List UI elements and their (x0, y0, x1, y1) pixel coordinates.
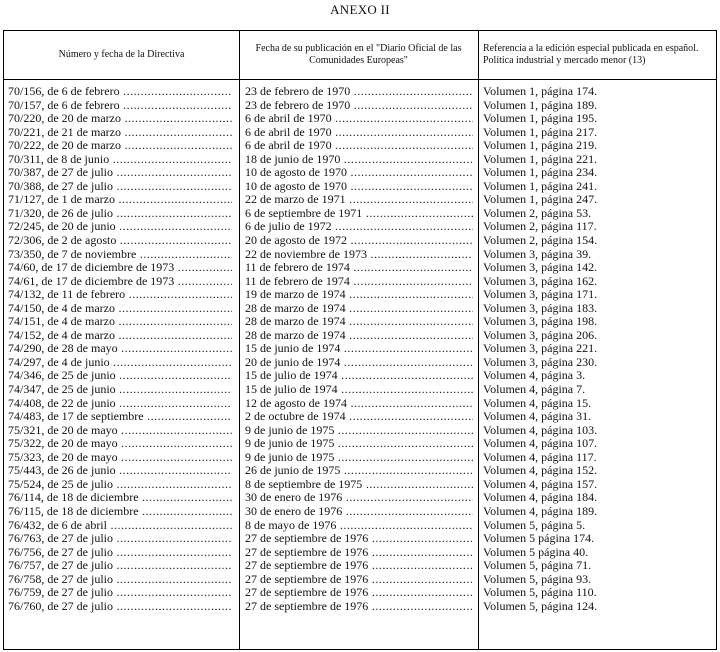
cell-fecha: 27 de septiembre de 1976 ..... (245, 586, 473, 600)
cell-fecha: 6 de julio de 1972 ..... (245, 220, 473, 234)
table-row (4, 600, 716, 614)
cell-directiva: 75/443, de 26 de junio ..... (8, 464, 232, 478)
cell-fecha: 26 de junio de 1975 ..... (245, 464, 473, 478)
table-row (4, 302, 716, 316)
cell-directiva: 70/387, de 27 de julio ..... (8, 166, 232, 180)
cell-referencia: Volumen 3, página 221. (483, 342, 598, 356)
cell-fecha: 9 de junio de 1975 ..... (245, 451, 473, 465)
cell-fecha: 11 de febrero de 1974 ..... (245, 261, 473, 275)
table-row (4, 505, 716, 519)
cell-directiva: 72/306, de 2 de agosto ..... (8, 234, 232, 248)
cell-directiva: 70/220, de 20 de marzo ..... (8, 112, 232, 126)
cell-referencia: Volumen 3, página 39. (483, 247, 592, 261)
cell-directiva: 75/323, de 20 de mayo ..... (8, 451, 232, 465)
cell-directiva: 70/388, de 27 de julio ..... (8, 180, 232, 194)
cell-directiva: 75/524, de 25 de julio ..... (8, 478, 232, 492)
cell-referencia: Volumen 4, página 103. (483, 423, 598, 437)
cell-referencia: Volumen 3, página 198. (483, 315, 598, 329)
table-row (4, 546, 716, 560)
table-row (4, 424, 716, 438)
cell-fecha: 28 de marzo de 1974 ..... (245, 315, 473, 329)
cell-referencia: Volumen 3, página 230. (483, 355, 598, 369)
cell-referencia: Volumen 5, página 5. (483, 518, 586, 532)
cell-referencia: Volumen 1, página 217. (483, 125, 598, 139)
cell-directiva: 70/221, de 21 de marzo ..... (8, 126, 232, 140)
table-row (4, 410, 716, 424)
cell-fecha: 27 de septiembre de 1976 ..... (245, 600, 473, 614)
table-row (4, 329, 716, 343)
cell-fecha: 6 de abril de 1970 ..... (245, 139, 473, 153)
table-row (4, 85, 716, 99)
table-row (4, 559, 716, 573)
cell-referencia: Volumen 4, página 7. (483, 383, 586, 397)
header-referencia (478, 31, 718, 79)
cell-directiva: 74/297, de 4 de junio ..... (8, 356, 232, 370)
cell-fecha: 28 de marzo de 1974 ..... (245, 329, 473, 343)
cell-directiva: 70/311, de 8 de junio ..... (8, 153, 232, 167)
cell-referencia: Volumen 4, página 3. (483, 369, 586, 383)
table-row (4, 207, 716, 221)
cell-fecha: 28 de marzo de 1974 ..... (245, 302, 473, 316)
cell-fecha: 9 de junio de 1975 ..... (245, 437, 473, 451)
cell-fecha: 20 de agosto de 1972 ..... (245, 234, 473, 248)
table-row (4, 397, 716, 411)
cell-fecha: 30 de enero de 1976 ..... (245, 491, 473, 505)
table-row (4, 99, 716, 113)
cell-fecha: 27 de septiembre de 1976 ..... (245, 559, 473, 573)
cell-fecha: 20 de junio de 1974 ..... (245, 356, 473, 370)
table-row (4, 153, 716, 167)
table-row (4, 478, 716, 492)
table-row (4, 586, 716, 600)
table-row (4, 248, 716, 262)
table-row (4, 342, 716, 356)
cell-referencia: Volumen 1, página 174. (483, 85, 598, 98)
table-row (4, 180, 716, 194)
cell-referencia: Volumen 4, página 184. (483, 491, 598, 505)
cell-fecha: 15 de julio de 1974 ..... (245, 369, 473, 383)
cell-referencia: Volumen 1, página 195. (483, 112, 598, 126)
cell-referencia: Volumen 5, página 71. (483, 559, 592, 573)
cell-referencia: Volumen 5, página 93. (483, 572, 592, 586)
table-body (4, 85, 716, 613)
cell-referencia: Volumen 1, página 219. (483, 139, 598, 153)
header-fecha (239, 31, 478, 79)
cell-directiva: 74/290, de 28 de mayo ..... (8, 342, 232, 356)
table-row (4, 356, 716, 370)
cell-referencia: Volumen 1, página 241. (483, 179, 598, 193)
table-row (4, 234, 716, 248)
cell-directiva: 74/150, de 4 de marzo ..... (8, 302, 232, 316)
cell-referencia: Volumen 1, página 247. (483, 193, 598, 207)
table-row (4, 315, 716, 329)
table-row (4, 369, 716, 383)
cell-referencia: Volumen 2, página 117. (483, 220, 597, 234)
header-referencia-label: Referencia a la edición especial publicada en español. Política industrial y mercado menor (13) (483, 43, 699, 66)
cell-directiva: 76/757, de 27 de julio ..... (8, 559, 232, 573)
cell-directiva: 76/759, de 27 de julio ..... (8, 586, 232, 600)
table-row (4, 220, 716, 234)
cell-directiva: 74/61, de 17 de diciembre de 1973 ..... (8, 275, 232, 289)
cell-referencia: Volumen 3, página 142. (483, 261, 598, 275)
cell-fecha: 30 de enero de 1976 ..... (245, 505, 473, 519)
cell-referencia: Volumen 5, página 124. (483, 599, 598, 613)
cell-fecha: 15 de junio de 1974 ..... (245, 342, 473, 356)
cell-directiva: 74/408, de 22 de junio ..... (8, 397, 232, 411)
cell-directiva: 76/432, de 6 de abril ..... (8, 519, 232, 533)
table-row (4, 112, 716, 126)
table-row (4, 383, 716, 397)
cell-fecha: 27 de septiembre de 1976 ..... (245, 532, 473, 546)
cell-directiva: 70/222, de 20 de marzo ..... (8, 139, 232, 153)
cell-fecha: 10 de agosto de 1970 ..... (245, 180, 473, 194)
page-title: ANEXO II (330, 2, 390, 17)
cell-directiva: 76/763, de 27 de julio ..... (8, 532, 232, 546)
cell-fecha: 6 de septiembre de 1971 ..... (245, 207, 473, 221)
cell-directiva: 70/156, de 6 de febrero ..... (8, 85, 232, 99)
cell-referencia: Volumen 4, página 152. (483, 464, 598, 478)
cell-referencia: Volumen 3, página 206. (483, 328, 598, 342)
cell-referencia: Volumen 2, página 154. (483, 234, 598, 248)
cell-fecha: 8 de septiembre de 1975 ..... (245, 478, 473, 492)
table-row (4, 532, 716, 546)
cell-fecha: 22 de noviembre de 1973 ..... (245, 248, 473, 262)
cell-directiva: 74/132, de 11 de febrero ..... (8, 288, 232, 302)
cell-directiva: 71/320, de 26 de julio ..... (8, 207, 232, 221)
cell-directiva: 76/760, de 27 de julio ..... (8, 600, 232, 614)
table-row (4, 275, 716, 289)
cell-fecha: 12 de agosto de 1974 ..... (245, 397, 473, 411)
cell-referencia: Volumen 4, página 107. (483, 437, 598, 451)
table-row (4, 464, 716, 478)
header-divider (4, 79, 716, 80)
table-row (4, 193, 716, 207)
table-row (4, 139, 716, 153)
table-row (4, 451, 716, 465)
cell-fecha: 15 de julio de 1974 ..... (245, 383, 473, 397)
header-fecha-label: Fecha de su publicación en el "Diario Oficial de las Comunidades Europeas" (255, 43, 462, 66)
cell-directiva: 74/347, de 25 de junio ..... (8, 383, 232, 397)
cell-directiva: 74/152, de 4 de marzo ..... (8, 329, 232, 343)
cell-directiva: 75/322, de 20 de mayo ..... (8, 437, 232, 451)
cell-fecha: 2 de octubre de 1974 ..... (245, 410, 473, 424)
cell-referencia: Volumen 3, página 183. (483, 301, 598, 315)
cell-directiva: 70/157, de 6 de febrero ..... (8, 99, 232, 113)
cell-fecha: 6 de abril de 1970 ..... (245, 112, 473, 126)
cell-fecha: 9 de junio de 1975 ..... (245, 424, 473, 438)
cell-fecha: 19 de marzo de 1974 ..... (245, 288, 473, 302)
cell-referencia: Volumen 4, página 117. (483, 450, 597, 464)
cell-fecha: 18 de junio de 1970 ..... (245, 153, 473, 167)
cell-fecha: 27 de septiembre de 1976 ..... (245, 573, 473, 587)
cell-directiva: 73/350, de 7 de noviembre ..... (8, 248, 232, 262)
cell-referencia: Volumen 5 página 40. (483, 545, 589, 559)
cell-directiva: 76/756, de 27 de julio ..... (8, 546, 232, 560)
cell-referencia: Volumen 1, página 234. (483, 166, 598, 180)
cell-fecha: 23 de febrero de 1970 ..... (245, 85, 473, 99)
cell-directiva: 76/758, de 27 de julio ..... (8, 573, 232, 587)
cell-fecha: 23 de febrero de 1970 ..... (245, 99, 473, 113)
cell-referencia: Volumen 4, página 189. (483, 504, 598, 518)
cell-fecha: 6 de abril de 1970 ..... (245, 126, 473, 140)
table-row (4, 491, 716, 505)
table-row (4, 519, 716, 533)
table-row (4, 261, 716, 275)
cell-directiva: 76/114, de 18 de diciembre ..... (8, 491, 232, 505)
cell-directiva: 75/321, de 20 de mayo ..... (8, 424, 232, 438)
table-row (4, 573, 716, 587)
table-row (4, 126, 716, 140)
cell-referencia: Volumen 3, página 162. (483, 274, 598, 288)
cell-directiva: 72/245, de 20 de junio ..... (8, 220, 232, 234)
cell-directiva: 74/346, de 25 de junio ..... (8, 369, 232, 383)
table-row (4, 437, 716, 451)
cell-fecha: 27 de septiembre de 1976 ..... (245, 546, 473, 560)
cell-referencia: Volumen 5 página 174. (483, 532, 595, 546)
cell-fecha: 10 de agosto de 1970 ..... (245, 166, 473, 180)
cell-referencia: Volumen 4, página 31. (483, 410, 592, 424)
header-directiva (4, 31, 239, 79)
cell-fecha: 11 de febrero de 1974 ..... (245, 275, 473, 289)
cell-fecha: 8 de mayo de 1976 ..... (245, 519, 473, 533)
header-directiva-label: Número y fecha de la Directiva (58, 49, 185, 60)
cell-directiva: 74/151, de 4 de marzo ..... (8, 315, 232, 329)
cell-referencia: Volumen 4, página 15. (483, 396, 592, 410)
cell-referencia: Volumen 2, página 53. (483, 206, 592, 220)
cell-referencia: Volumen 3, página 171. (483, 288, 598, 302)
cell-fecha: 22 de marzo de 1971 ..... (245, 193, 473, 207)
cell-referencia: Volumen 1, página 189. (483, 98, 598, 112)
cell-directiva: 76/115, de 18 de diciembre ..... (8, 505, 232, 519)
table-row (4, 166, 716, 180)
directives-table (3, 30, 717, 650)
cell-referencia: Volumen 5, página 110. (483, 586, 597, 600)
cell-referencia: Volumen 1, página 221. (483, 152, 598, 166)
table-row (4, 288, 716, 302)
cell-directiva: 71/127, de 1 de marzo ..... (8, 193, 232, 207)
cell-directiva: 74/483, de 17 de septiembre ..... (8, 410, 232, 424)
cell-referencia: Volumen 4, página 157. (483, 477, 598, 491)
cell-directiva: 74/60, de 17 de diciembre de 1973 ..... (8, 261, 232, 275)
